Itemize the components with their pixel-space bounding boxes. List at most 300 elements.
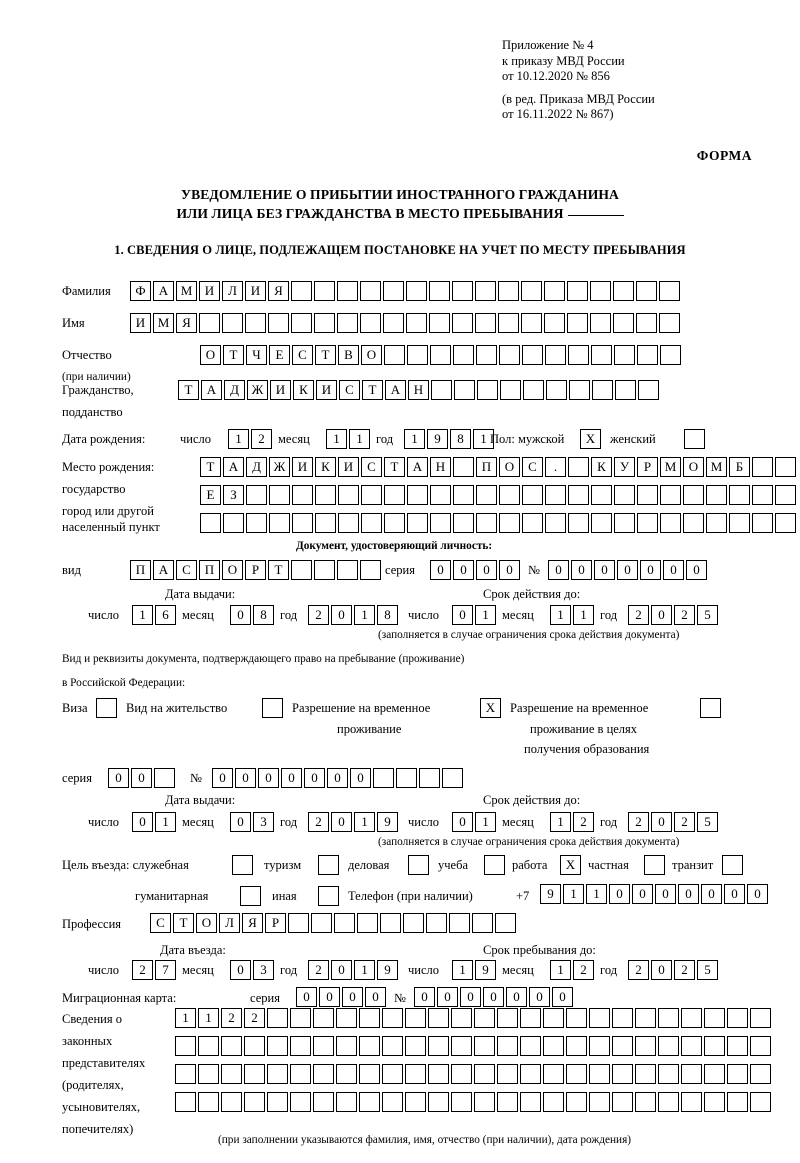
form-cell[interactable]: Т — [200, 457, 221, 477]
birth-year-cells[interactable] — [404, 429, 496, 449]
form-cell[interactable] — [405, 1064, 426, 1084]
form-cell[interactable] — [566, 1092, 587, 1112]
form-cell[interactable] — [706, 513, 727, 533]
form-cell[interactable] — [246, 513, 267, 533]
form-cell[interactable] — [290, 1008, 311, 1028]
form-cell[interactable]: 0 — [724, 884, 745, 904]
birth-month-cells[interactable] — [326, 429, 372, 449]
form-cell[interactable] — [337, 313, 358, 333]
form-cell[interactable] — [638, 380, 659, 400]
form-cell[interactable]: 1 — [586, 884, 607, 904]
form-cell[interactable] — [313, 1064, 334, 1084]
form-cell[interactable]: 0 — [452, 812, 473, 832]
form-cell[interactable] — [613, 313, 634, 333]
form-cell[interactable]: О — [196, 913, 217, 933]
form-cell[interactable] — [246, 485, 267, 505]
form-cell[interactable] — [269, 485, 290, 505]
form-cell[interactable] — [566, 1008, 587, 1028]
entry-year-cells[interactable] — [308, 960, 400, 980]
migration-number-cells[interactable] — [414, 987, 575, 1007]
purpose-work-checkbox[interactable]: X — [560, 855, 581, 875]
form-cell[interactable] — [449, 913, 470, 933]
form-cell[interactable] — [334, 913, 355, 933]
form-cell[interactable] — [704, 1036, 725, 1056]
form-cell[interactable] — [545, 485, 566, 505]
form-cell[interactable]: 6 — [155, 605, 176, 625]
form-cell[interactable] — [681, 1064, 702, 1084]
form-cell[interactable] — [545, 513, 566, 533]
form-cell[interactable] — [314, 560, 335, 580]
form-cell[interactable] — [338, 513, 359, 533]
form-cell[interactable] — [566, 1036, 587, 1056]
form-cell[interactable] — [357, 913, 378, 933]
form-cell[interactable]: Л — [219, 913, 240, 933]
form-cell[interactable] — [612, 1092, 633, 1112]
form-cell[interactable]: 2 — [221, 1008, 242, 1028]
form-cell[interactable]: Р — [245, 560, 266, 580]
form-cell[interactable] — [545, 345, 566, 365]
form-cell[interactable] — [396, 768, 417, 788]
stay-issue-year-cells[interactable] — [308, 812, 400, 832]
form-cell[interactable]: Ф — [130, 281, 151, 301]
form-cell[interactable] — [384, 513, 405, 533]
form-cell[interactable] — [337, 560, 358, 580]
form-cell[interactable] — [313, 1008, 334, 1028]
form-cell[interactable] — [659, 313, 680, 333]
form-cell[interactable]: 0 — [571, 560, 592, 580]
form-cell[interactable] — [704, 1092, 725, 1112]
form-cell[interactable] — [382, 1092, 403, 1112]
form-cell[interactable] — [727, 1036, 748, 1056]
form-cell[interactable]: 1 — [354, 960, 375, 980]
form-cell[interactable] — [637, 513, 658, 533]
form-cell[interactable] — [635, 1064, 656, 1084]
form-cell[interactable]: С — [522, 457, 543, 477]
form-cell[interactable]: К — [591, 457, 612, 477]
form-cell[interactable] — [750, 1064, 771, 1084]
form-cell[interactable]: 2 — [244, 1008, 265, 1028]
legal-rep-cells-row4[interactable] — [175, 1092, 773, 1112]
form-cell[interactable]: 0 — [678, 884, 699, 904]
form-cell[interactable]: 2 — [674, 605, 695, 625]
form-cell[interactable] — [704, 1008, 725, 1028]
form-cell[interactable] — [452, 281, 473, 301]
form-cell[interactable] — [430, 485, 451, 505]
residence-permit-checkbox[interactable] — [262, 698, 283, 718]
form-cell[interactable]: Р — [637, 457, 658, 477]
form-cell[interactable] — [637, 345, 658, 365]
form-cell[interactable]: У — [614, 457, 635, 477]
purpose-transit-checkbox[interactable] — [722, 855, 743, 875]
form-cell[interactable] — [291, 281, 312, 301]
form-cell[interactable]: О — [222, 560, 243, 580]
form-cell[interactable]: 0 — [331, 605, 352, 625]
form-cell[interactable] — [637, 485, 658, 505]
form-cell[interactable] — [635, 1036, 656, 1056]
form-cell[interactable] — [313, 1036, 334, 1056]
form-cell[interactable] — [591, 485, 612, 505]
form-cell[interactable] — [476, 345, 497, 365]
form-cell[interactable] — [454, 380, 475, 400]
form-cell[interactable]: 0 — [640, 560, 661, 580]
form-cell[interactable] — [475, 313, 496, 333]
form-cell[interactable] — [453, 513, 474, 533]
form-cell[interactable] — [442, 768, 463, 788]
form-cell[interactable] — [359, 1036, 380, 1056]
form-cell[interactable] — [431, 380, 452, 400]
form-cell[interactable]: 0 — [414, 987, 435, 1007]
form-cell[interactable] — [426, 913, 447, 933]
form-cell[interactable]: И — [316, 380, 337, 400]
sex-female-checkbox[interactable] — [684, 429, 705, 449]
form-cell[interactable] — [477, 380, 498, 400]
form-cell[interactable]: П — [199, 560, 220, 580]
form-cell[interactable] — [495, 913, 516, 933]
form-cell[interactable] — [546, 380, 567, 400]
form-cell[interactable] — [567, 281, 588, 301]
form-cell[interactable]: М — [660, 457, 681, 477]
form-cell[interactable] — [288, 913, 309, 933]
form-cell[interactable]: 0 — [651, 605, 672, 625]
purpose-humanitarian-checkbox[interactable] — [240, 886, 261, 906]
doc-issue-day-cells[interactable] — [132, 605, 178, 625]
form-cell[interactable] — [244, 1092, 265, 1112]
form-cell[interactable] — [407, 345, 428, 365]
form-cell[interactable]: 1 — [228, 429, 249, 449]
purpose-private-checkbox[interactable] — [644, 855, 665, 875]
form-cell[interactable]: 1 — [198, 1008, 219, 1028]
form-cell[interactable]: 1 — [550, 605, 571, 625]
form-cell[interactable]: П — [130, 560, 151, 580]
form-cell[interactable]: Р — [265, 913, 286, 933]
form-cell[interactable]: 2 — [573, 812, 594, 832]
entry-day-cells[interactable] — [132, 960, 178, 980]
form-cell[interactable] — [612, 1064, 633, 1084]
form-cell[interactable] — [360, 560, 381, 580]
form-cell[interactable] — [727, 1064, 748, 1084]
form-cell[interactable]: А — [407, 457, 428, 477]
form-cell[interactable]: Я — [176, 313, 197, 333]
form-cell[interactable] — [635, 1092, 656, 1112]
form-cell[interactable] — [658, 1036, 679, 1056]
form-cell[interactable] — [727, 1008, 748, 1028]
form-cell[interactable] — [635, 1008, 656, 1028]
form-cell[interactable]: 2 — [251, 429, 272, 449]
form-cell[interactable] — [199, 313, 220, 333]
form-cell[interactable] — [451, 1064, 472, 1084]
doc-issue-year-cells[interactable] — [308, 605, 400, 625]
form-cell[interactable] — [683, 485, 704, 505]
form-cell[interactable] — [520, 1064, 541, 1084]
form-cell[interactable] — [636, 313, 657, 333]
form-cell[interactable] — [314, 313, 335, 333]
form-cell[interactable]: 0 — [319, 987, 340, 1007]
form-cell[interactable] — [292, 485, 313, 505]
form-cell[interactable] — [497, 1064, 518, 1084]
form-cell[interactable]: 0 — [686, 560, 707, 580]
form-cell[interactable] — [614, 513, 635, 533]
form-cell[interactable]: 0 — [632, 884, 653, 904]
form-cell[interactable]: 0 — [304, 768, 325, 788]
form-cell[interactable]: 8 — [253, 605, 274, 625]
form-cell[interactable] — [543, 1008, 564, 1028]
form-cell[interactable] — [429, 281, 450, 301]
form-cell[interactable] — [658, 1008, 679, 1028]
form-cell[interactable]: А — [223, 457, 244, 477]
form-cell[interactable] — [543, 1092, 564, 1112]
form-cell[interactable] — [498, 281, 519, 301]
form-cell[interactable] — [590, 281, 611, 301]
form-cell[interactable] — [245, 313, 266, 333]
form-cell[interactable]: И — [130, 313, 151, 333]
form-cell[interactable]: А — [201, 380, 222, 400]
form-cell[interactable] — [727, 1092, 748, 1112]
form-cell[interactable]: Я — [268, 281, 289, 301]
surname-cells[interactable] — [130, 281, 682, 301]
form-cell[interactable]: Л — [222, 281, 243, 301]
form-cell[interactable] — [451, 1092, 472, 1112]
form-cell[interactable]: 9 — [377, 960, 398, 980]
form-cell[interactable]: 2 — [674, 960, 695, 980]
profession-cells[interactable] — [150, 913, 518, 933]
form-cell[interactable] — [244, 1036, 265, 1056]
form-cell[interactable]: Е — [269, 345, 290, 365]
form-cell[interactable]: 5 — [697, 812, 718, 832]
form-cell[interactable] — [660, 345, 681, 365]
form-cell[interactable]: 1 — [550, 960, 571, 980]
form-cell[interactable]: Б — [729, 457, 750, 477]
purpose-other-checkbox[interactable] — [318, 886, 339, 906]
form-cell[interactable]: 0 — [108, 768, 129, 788]
form-cell[interactable] — [520, 1092, 541, 1112]
form-cell[interactable] — [384, 345, 405, 365]
form-cell[interactable] — [522, 345, 543, 365]
form-cell[interactable]: 0 — [342, 987, 363, 1007]
form-cell[interactable] — [775, 485, 796, 505]
form-cell[interactable] — [453, 485, 474, 505]
form-cell[interactable] — [451, 1008, 472, 1028]
form-cell[interactable]: 0 — [230, 605, 251, 625]
purpose-tourism-checkbox[interactable] — [318, 855, 339, 875]
form-cell[interactable] — [589, 1092, 610, 1112]
form-cell[interactable] — [544, 281, 565, 301]
form-cell[interactable] — [520, 1036, 541, 1056]
form-cell[interactable]: 1 — [563, 884, 584, 904]
form-cell[interactable] — [428, 1092, 449, 1112]
form-cell[interactable]: 0 — [132, 812, 153, 832]
form-cell[interactable] — [382, 1008, 403, 1028]
form-cell[interactable]: 0 — [663, 560, 684, 580]
form-cell[interactable] — [407, 513, 428, 533]
form-cell[interactable] — [453, 345, 474, 365]
form-cell[interactable] — [313, 1092, 334, 1112]
form-cell[interactable] — [314, 281, 335, 301]
form-cell[interactable] — [268, 313, 289, 333]
form-cell[interactable]: С — [361, 457, 382, 477]
form-cell[interactable]: 0 — [651, 960, 672, 980]
form-cell[interactable]: Н — [430, 457, 451, 477]
patronymic-cells[interactable] — [200, 345, 683, 365]
form-cell[interactable]: И — [199, 281, 220, 301]
edu-residence-checkbox[interactable] — [700, 698, 721, 718]
form-cell[interactable] — [589, 1064, 610, 1084]
form-cell[interactable]: Ч — [246, 345, 267, 365]
form-cell[interactable] — [452, 313, 473, 333]
stay-issue-month-cells[interactable] — [230, 812, 276, 832]
form-cell[interactable] — [429, 313, 450, 333]
form-cell[interactable]: 1 — [550, 812, 571, 832]
form-cell[interactable]: 0 — [548, 560, 569, 580]
form-cell[interactable]: Д — [224, 380, 245, 400]
form-cell[interactable] — [543, 1036, 564, 1056]
form-cell[interactable] — [291, 560, 312, 580]
form-cell[interactable] — [543, 1064, 564, 1084]
legal-rep-cells-row2[interactable] — [175, 1036, 773, 1056]
form-cell[interactable] — [567, 313, 588, 333]
form-cell[interactable] — [359, 1064, 380, 1084]
form-cell[interactable]: Я — [242, 913, 263, 933]
form-cell[interactable] — [360, 313, 381, 333]
form-cell[interactable] — [453, 457, 474, 477]
form-cell[interactable]: 1 — [349, 429, 370, 449]
form-cell[interactable] — [154, 768, 175, 788]
form-cell[interactable]: О — [683, 457, 704, 477]
form-cell[interactable]: 0 — [452, 605, 473, 625]
form-cell[interactable] — [175, 1092, 196, 1112]
form-cell[interactable]: 2 — [674, 812, 695, 832]
form-cell[interactable] — [290, 1092, 311, 1112]
form-cell[interactable]: 0 — [235, 768, 256, 788]
form-cell[interactable] — [267, 1008, 288, 1028]
stay-until-month-cells[interactable] — [550, 960, 596, 980]
citizenship-cells[interactable] — [178, 380, 661, 400]
form-cell[interactable]: 5 — [697, 605, 718, 625]
form-cell[interactable] — [729, 485, 750, 505]
form-cell[interactable] — [315, 513, 336, 533]
form-cell[interactable]: 0 — [430, 560, 451, 580]
form-cell[interactable]: О — [361, 345, 382, 365]
birth-state-cells[interactable] — [200, 457, 798, 477]
form-cell[interactable] — [590, 313, 611, 333]
form-cell[interactable]: П — [476, 457, 497, 477]
form-cell[interactable]: 0 — [131, 768, 152, 788]
form-cell[interactable]: 0 — [476, 560, 497, 580]
form-cell[interactable]: А — [153, 281, 174, 301]
form-cell[interactable] — [752, 485, 773, 505]
form-cell[interactable] — [430, 345, 451, 365]
form-cell[interactable] — [568, 485, 589, 505]
form-cell[interactable] — [568, 345, 589, 365]
stay-until-day-cells[interactable] — [452, 960, 498, 980]
form-cell[interactable]: 0 — [594, 560, 615, 580]
form-cell[interactable] — [499, 485, 520, 505]
form-cell[interactable]: 5 — [697, 960, 718, 980]
form-cell[interactable]: 9 — [377, 812, 398, 832]
form-cell[interactable] — [361, 485, 382, 505]
form-cell[interactable]: 3 — [253, 812, 274, 832]
form-cell[interactable] — [752, 513, 773, 533]
form-cell[interactable]: Т — [223, 345, 244, 365]
form-cell[interactable] — [382, 1036, 403, 1056]
form-cell[interactable] — [775, 513, 796, 533]
form-cell[interactable] — [405, 1008, 426, 1028]
form-cell[interactable]: 1 — [475, 605, 496, 625]
form-cell[interactable]: О — [200, 345, 221, 365]
form-cell[interactable] — [291, 313, 312, 333]
form-cell[interactable] — [451, 1036, 472, 1056]
stay-series-cells[interactable] — [108, 768, 177, 788]
form-cell[interactable] — [660, 485, 681, 505]
form-cell[interactable] — [499, 513, 520, 533]
form-cell[interactable] — [200, 513, 221, 533]
form-cell[interactable] — [292, 513, 313, 533]
form-cell[interactable]: В — [338, 345, 359, 365]
form-cell[interactable] — [752, 457, 773, 477]
purpose-service-checkbox[interactable] — [232, 855, 253, 875]
form-cell[interactable]: 2 — [132, 960, 153, 980]
form-cell[interactable] — [428, 1008, 449, 1028]
form-cell[interactable] — [706, 485, 727, 505]
form-cell[interactable] — [521, 313, 542, 333]
phone-cells[interactable] — [540, 884, 770, 904]
form-cell[interactable] — [497, 1036, 518, 1056]
form-cell[interactable] — [589, 1036, 610, 1056]
form-cell[interactable] — [403, 913, 424, 933]
form-cell[interactable] — [499, 345, 520, 365]
form-cell[interactable] — [615, 380, 636, 400]
form-cell[interactable] — [475, 281, 496, 301]
form-cell[interactable]: И — [338, 457, 359, 477]
form-cell[interactable]: К — [293, 380, 314, 400]
form-cell[interactable] — [591, 345, 612, 365]
form-cell[interactable] — [405, 1092, 426, 1112]
form-cell[interactable]: Т — [178, 380, 199, 400]
form-cell[interactable] — [568, 457, 589, 477]
form-cell[interactable] — [658, 1092, 679, 1112]
form-cell[interactable] — [614, 345, 635, 365]
form-cell[interactable] — [612, 1036, 633, 1056]
doc-issue-month-cells[interactable] — [230, 605, 276, 625]
form-cell[interactable]: 7 — [155, 960, 176, 980]
form-cell[interactable] — [658, 1064, 679, 1084]
form-cell[interactable] — [476, 485, 497, 505]
form-cell[interactable]: С — [150, 913, 171, 933]
form-cell[interactable] — [589, 1008, 610, 1028]
form-cell[interactable] — [244, 1064, 265, 1084]
form-cell[interactable]: З — [223, 485, 244, 505]
form-cell[interactable]: 0 — [327, 768, 348, 788]
form-cell[interactable] — [474, 1008, 495, 1028]
stay-valid-day-cells[interactable] — [452, 812, 498, 832]
doc-type-cells[interactable] — [130, 560, 383, 580]
legal-rep-cells-row1[interactable] — [175, 1008, 773, 1028]
form-cell[interactable] — [497, 1092, 518, 1112]
entry-month-cells[interactable] — [230, 960, 276, 980]
form-cell[interactable] — [729, 513, 750, 533]
form-cell[interactable] — [198, 1064, 219, 1084]
form-cell[interactable]: Ж — [269, 457, 290, 477]
form-cell[interactable]: И — [270, 380, 291, 400]
form-cell[interactable] — [383, 313, 404, 333]
form-cell[interactable]: Н — [408, 380, 429, 400]
form-cell[interactable]: . — [545, 457, 566, 477]
form-cell[interactable] — [591, 513, 612, 533]
form-cell[interactable] — [614, 485, 635, 505]
legal-rep-cells-row3[interactable] — [175, 1064, 773, 1084]
stay-number-cells[interactable] — [212, 768, 465, 788]
form-cell[interactable]: 0 — [230, 960, 251, 980]
form-cell[interactable]: 0 — [212, 768, 233, 788]
